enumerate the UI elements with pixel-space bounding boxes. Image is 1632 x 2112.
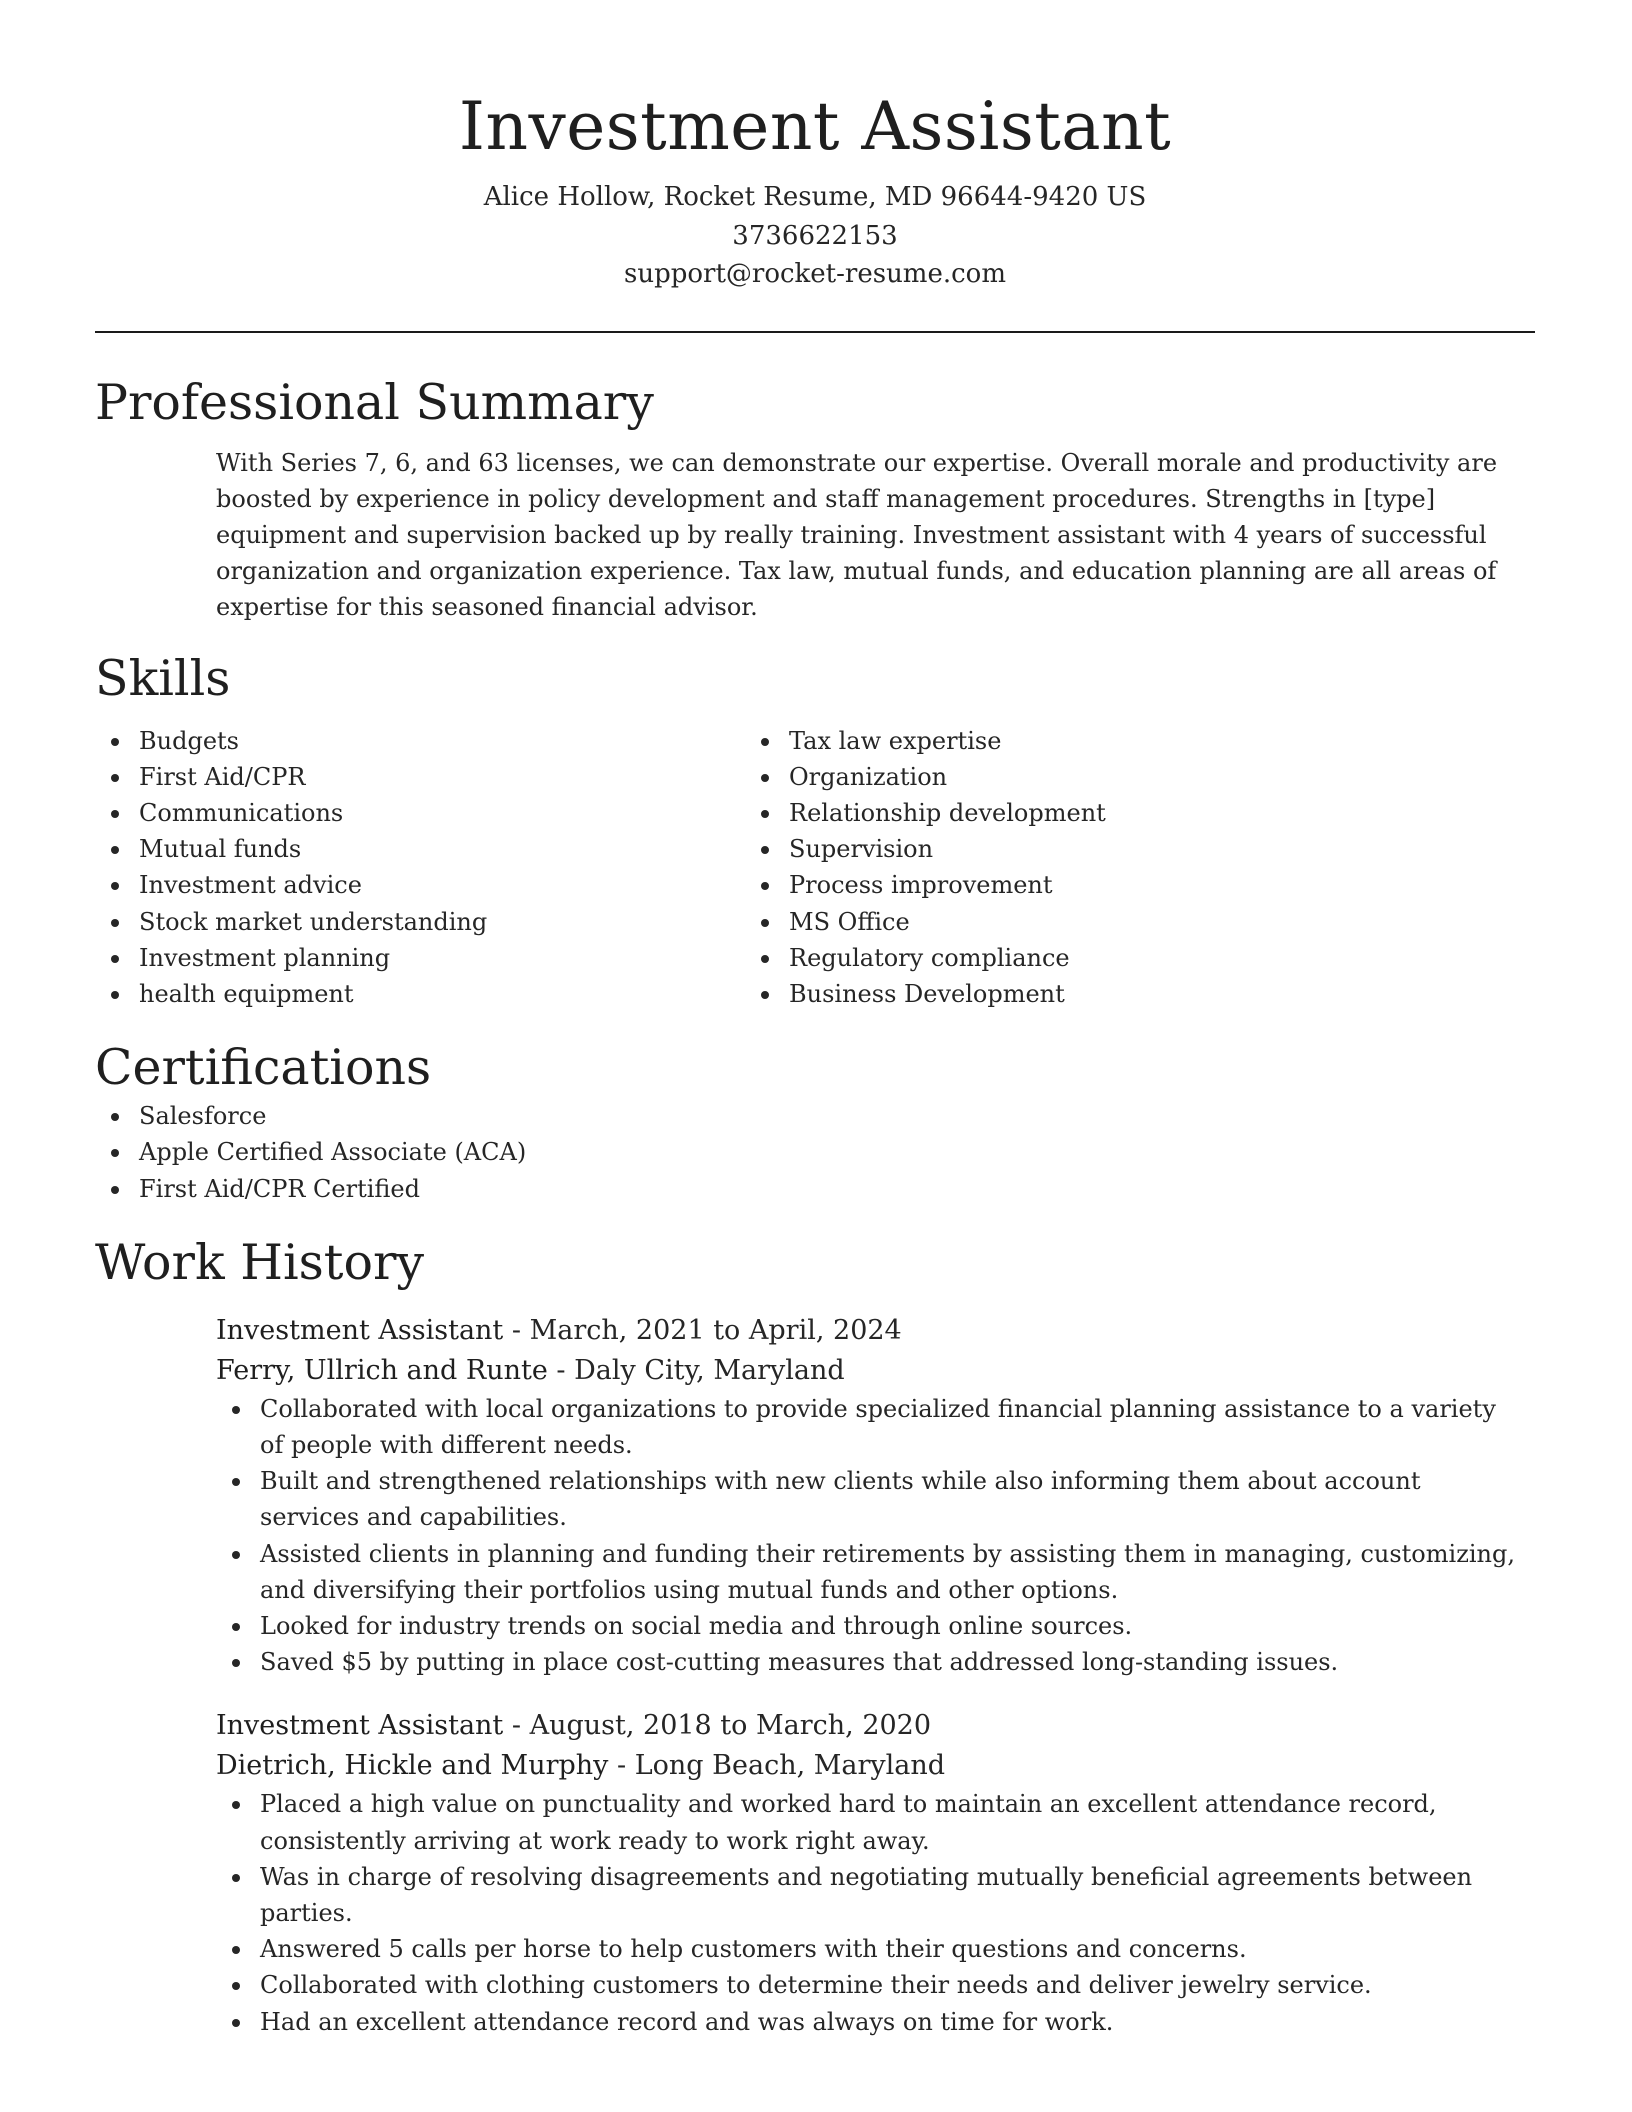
- job-company: Ferry, Ullrich and Runte: [216, 1354, 548, 1386]
- skill-item: Stock market understanding: [95, 904, 745, 940]
- skill-item: Process improvement: [745, 867, 1345, 903]
- job-duties-list: [216, 1786, 1516, 2039]
- skill-item: Organization: [745, 759, 1345, 795]
- job-duty: Collaborated with local organizations to provide specialized financial planning assistance to a variety of people with different needs.: [216, 1391, 1516, 1463]
- contact-address: Alice Hollow, Rocket Resume, MD 96644-9420 US: [483, 182, 1147, 212]
- job-dates: - March, 2021 to April, 2024: [503, 1314, 902, 1346]
- job-entry: [216, 1706, 1516, 2039]
- resume-page: [95, 0, 1535, 2112]
- job-company-line: [216, 1351, 1516, 1391]
- skill-item: Investment advice: [95, 867, 745, 903]
- certifications-list: [95, 1098, 1535, 1207]
- certification-item: First Aid/CPR Certified: [95, 1171, 1535, 1207]
- skill-item: Regulatory compliance: [745, 940, 1345, 976]
- summary-heading: Professional Summary: [95, 373, 654, 431]
- skill-item: Business Development: [745, 976, 1345, 1012]
- skill-item: Supervision: [745, 831, 1345, 867]
- contact-block: [95, 178, 1535, 294]
- job-duty: Had an excellent attendance record and was always on time for work.: [216, 2004, 1516, 2040]
- summary-text: With Series 7, 6, and 63 licenses, we can demonstrate our expertise. Overall morale and productivity are boosted by experience in policy development and staff management procedures. Strengths in [type] equipment and supervision backed up by really training. Investment assistant with 4 years of successful organization and organization experience. Tax law, mutual funds, and education planning are all areas of expertise for this seasoned financial advisor.: [216, 448, 1498, 621]
- certification-item: Apple Certified Associate (ACA): [95, 1134, 1535, 1170]
- job-duty: Looked for industry trends on social media and through online sources.: [216, 1608, 1516, 1644]
- job-location: - Daly City, Maryland: [547, 1354, 845, 1386]
- skill-item: Relationship development: [745, 795, 1345, 831]
- skill-item: Tax law expertise: [745, 723, 1345, 759]
- contact-phone: 3736622153: [732, 220, 898, 251]
- contact-email: support@rocket-resume.com: [623, 259, 1006, 289]
- job-duty: Built and strengthened relationships with new clients while also informing them about account services and capabilities.: [216, 1463, 1516, 1535]
- resume-title: Investment Assistant: [458, 88, 1172, 165]
- job-entry: [216, 1311, 1516, 1681]
- job-duty: Placed a high value on punctuality and worked hard to maintain an excellent attendance record, consistently arriving at work ready to work right away.: [216, 1786, 1516, 1858]
- skill-item: Mutual funds: [95, 831, 745, 867]
- job-title-line: [216, 1706, 1516, 1746]
- job-location: - Long Beach, Maryland: [608, 1750, 946, 1782]
- job-duty: Answered 5 calls per horse to help customers with their questions and concerns.: [216, 1931, 1516, 1967]
- skill-item: MS Office: [745, 904, 1345, 940]
- skills-list-right: [745, 723, 1345, 1013]
- job-title-line: [216, 1311, 1516, 1351]
- skills-columns: [95, 723, 1535, 1013]
- resume-header: [95, 0, 1535, 294]
- skill-item: Communications: [95, 795, 745, 831]
- job-duties-list: [216, 1391, 1516, 1681]
- skills-heading: Skills: [95, 649, 231, 707]
- skill-item: Investment planning: [95, 940, 745, 976]
- job-duty: Collaborated with clothing customers to determine their needs and deliver jewelry service.: [216, 1967, 1516, 2003]
- skills-list-left: [95, 723, 745, 1013]
- job-duty: Assisted clients in planning and funding their retirements by assisting them in managing, customizing, and diversifying their portfolios using mutual funds and other options.: [216, 1536, 1516, 1608]
- job-dates: - August, 2018 to March, 2020: [503, 1710, 932, 1742]
- work-history-heading: Work History: [95, 1233, 425, 1291]
- skill-item: Budgets: [95, 723, 745, 759]
- skill-item: First Aid/CPR: [95, 759, 745, 795]
- job-title: Investment Assistant: [216, 1314, 504, 1346]
- job-company-line: [216, 1746, 1516, 1786]
- certifications-heading: Certifications: [95, 1039, 432, 1097]
- certification-item: Salesforce: [95, 1098, 1535, 1134]
- job-title: Investment Assistant: [216, 1710, 504, 1742]
- job-duty: Was in charge of resolving disagreements and negotiating mutually beneficial agreements between parties.: [216, 1859, 1516, 1931]
- header-divider: [95, 331, 1535, 333]
- job-company: Dietrich, Hickle and Murphy: [216, 1750, 609, 1782]
- skill-item: health equipment: [95, 976, 745, 1012]
- job-duty: Saved $5 by putting in place cost-cutting measures that addressed long-standing issues.: [216, 1644, 1516, 1680]
